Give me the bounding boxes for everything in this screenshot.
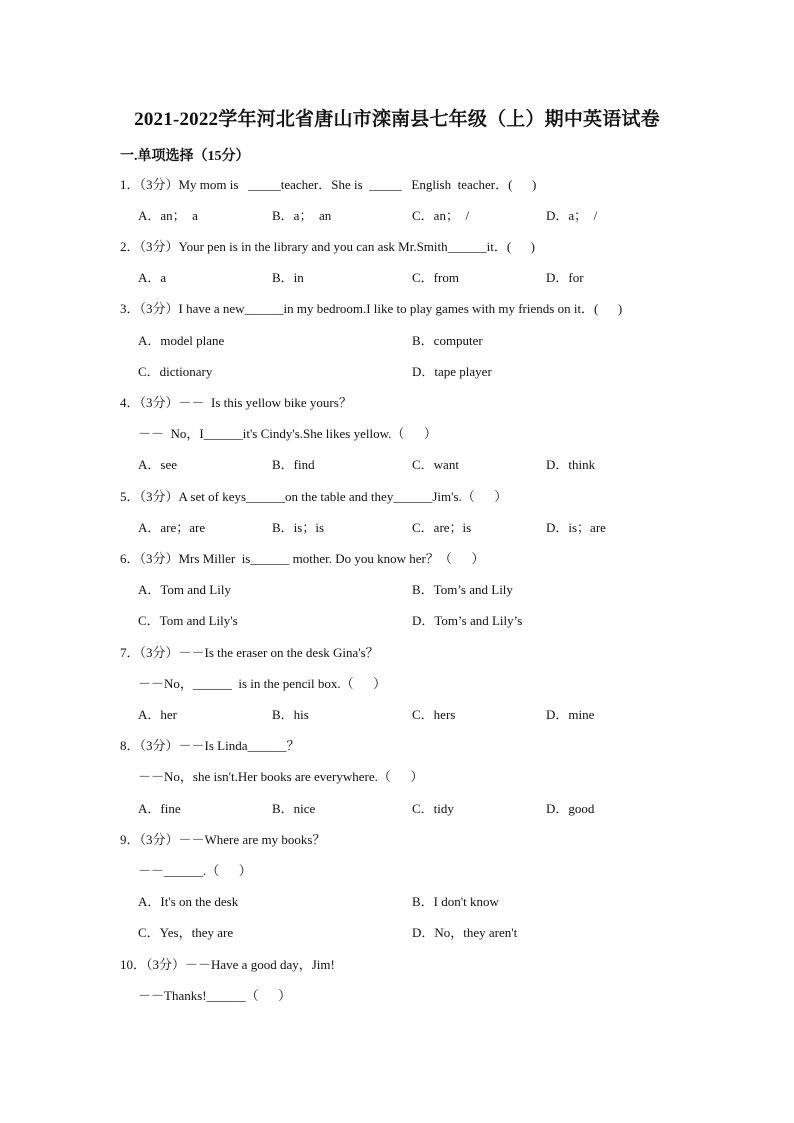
q1-option-c[interactable]: C．an； / [412,208,470,223]
q8-option-d[interactable]: D．good [546,801,595,816]
question-9-reply: －－______.（ ） [138,863,252,878]
question-6: 6．（3分）Mrs Miller is______ mother. Do you know her？（ ） [120,551,485,566]
question-7-reply: －－No，______ is in the pencil box.（ ） [138,676,387,691]
q8-option-b[interactable]: B．nice [272,801,316,816]
q3-option-c[interactable]: C．dictionary [138,364,213,379]
q7-option-a[interactable]: A．her [138,707,177,722]
q3-option-d[interactable]: D．tape player [412,364,492,379]
q6-option-c[interactable]: C．Tom and Lily's [138,613,238,628]
q9-option-b[interactable]: B．I don't know [412,894,499,909]
question-8-reply: －－No，she isn't.Her books are everywhere.（ ） [138,769,424,784]
page-title: 2021-2022学年河北省唐山市滦南县七年级（上）期中英语试卷 [134,109,660,130]
question-5: 5．（3分）A set of keys______on the table and they______Jim's.（ ） [120,489,508,504]
question-1: 1．（3分）My mom is _____teacher．She is _____ English teacher．( ) [120,177,537,192]
q2-option-d[interactable]: D．for [546,270,584,285]
q4-option-c[interactable]: C．want [412,457,459,472]
q7-option-b[interactable]: B．his [272,707,309,722]
q8-option-a[interactable]: A．fine [138,801,181,816]
question-2: 2．（3分）Your pen is in the library and you can ask Mr.Smith______it．( ) [120,239,536,254]
question-10: 10．（3分）－－Have a good day，Jim! [120,957,335,972]
q1-option-b[interactable]: B．a； an [272,208,332,223]
section-heading: 一.单项选择（15分） [120,149,250,164]
q3-option-a[interactable]: A．model plane [138,333,225,348]
q2-option-a[interactable]: A．a [138,270,167,285]
q5-option-d[interactable]: D．is；are [546,520,606,535]
q6-option-b[interactable]: B．Tom’s and Lily [412,582,513,597]
q5-option-a[interactable]: A．are；are [138,520,206,535]
q7-option-c[interactable]: C．hers [412,707,456,722]
question-8: 8．（3分）－－Is Linda______？ [120,738,300,753]
q5-option-b[interactable]: B．is；is [272,520,325,535]
q3-option-b[interactable]: B．computer [412,333,483,348]
q8-option-c[interactable]: C．tidy [412,801,454,816]
question-3: 3．（3分）I have a new______in my bedroom.I like to play games with my friends on it．( ) [120,301,623,316]
q2-option-b[interactable]: B．in [272,270,304,285]
q4-option-d[interactable]: D．think [546,457,596,472]
q2-option-c[interactable]: C．from [412,270,459,285]
q4-option-a[interactable]: A．see [138,457,177,472]
q9-option-a[interactable]: A．It's on the desk [138,894,239,909]
q7-option-d[interactable]: D．mine [546,707,595,722]
q6-option-a[interactable]: A．Tom and Lily [138,582,231,597]
question-4-reply: －－ No，I______it's Cindy's.She likes yellow.（ ） [138,426,437,441]
q4-option-b[interactable]: B．find [272,457,315,472]
question-9: 9．（3分）－－Where are my books？ [120,832,326,847]
question-4: 4．（3分）－－ Is this yellow bike yours？ [120,395,352,410]
question-10-reply: －－Thanks!______（ ） [138,988,292,1003]
question-7: 7．（3分）－－Is the eraser on the desk Gina's？ [120,645,379,660]
q9-option-d[interactable]: D．No，they aren't [412,925,518,940]
q6-option-d[interactable]: D．Tom’s and Lily’s [412,613,523,628]
q9-option-c[interactable]: C．Yes，they are [138,925,234,940]
q5-option-c[interactable]: C．are；is [412,520,472,535]
q1-option-a[interactable]: A．an； a [138,208,198,223]
q1-option-d[interactable]: D．a； / [546,208,598,223]
